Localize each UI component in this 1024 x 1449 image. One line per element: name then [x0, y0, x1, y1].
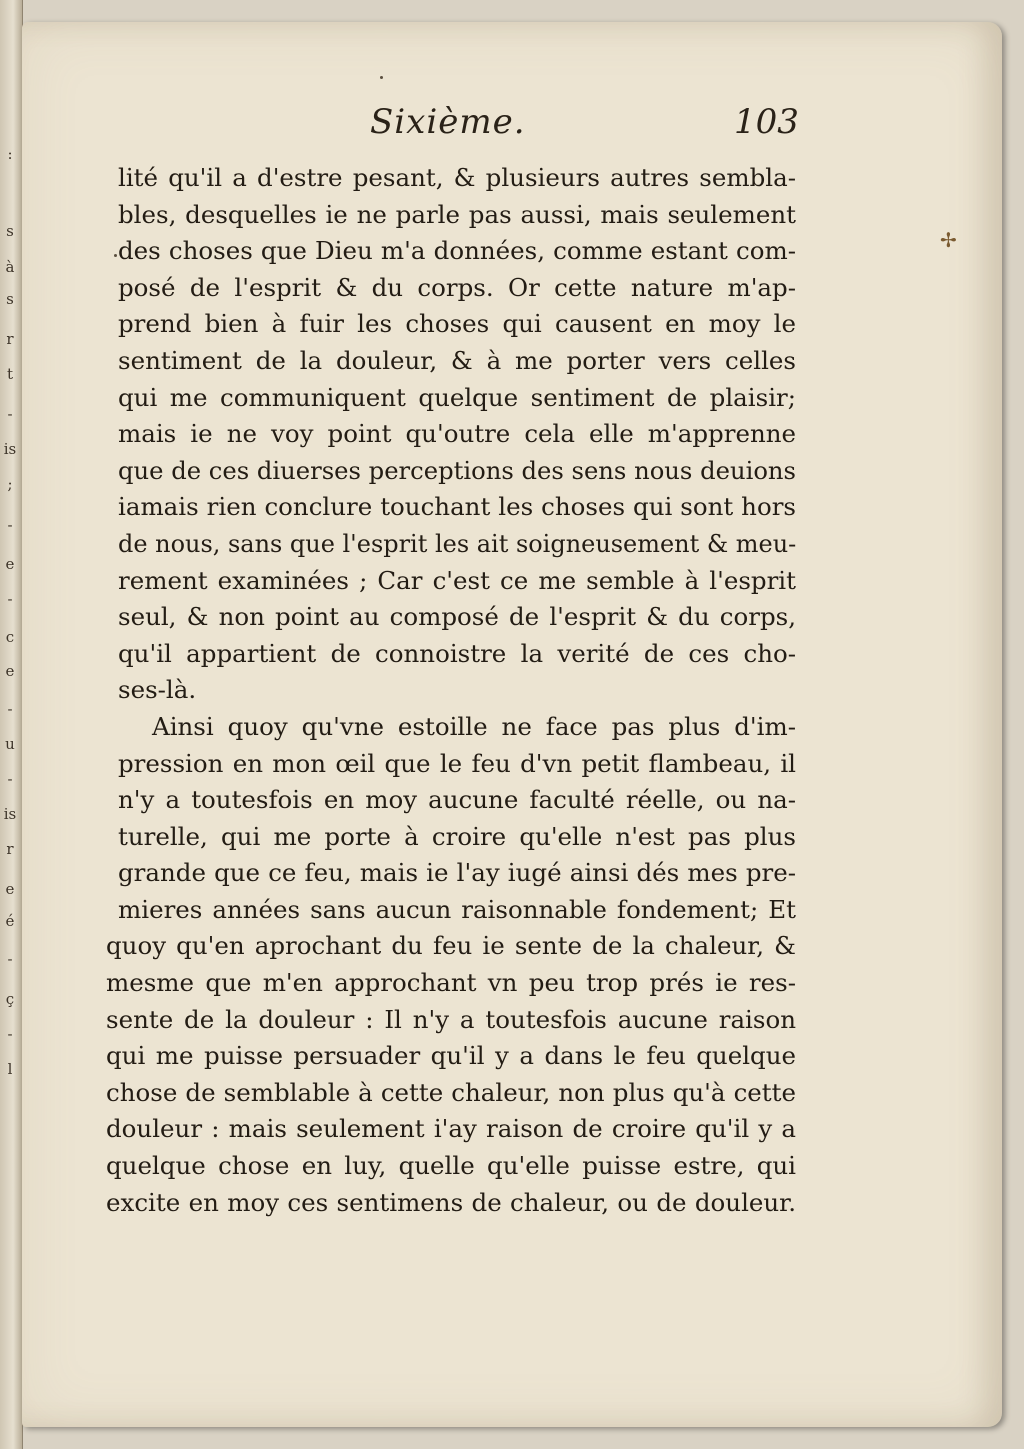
previous-page-fragment: ; [7, 475, 13, 493]
ink-blot-mark: ✢ [940, 228, 957, 252]
previous-page-edge [0, 0, 23, 1449]
text-line: n'y a toutesfois en moy aucune faculté réelle, ou na- [118, 785, 796, 815]
body-text [106, 160, 797, 1221]
text-line: grande que ce feu, mais ie l'ay iugé ainsi dés mes pre- [118, 858, 796, 888]
ink-speck [114, 254, 117, 257]
previous-page-fragment: e [5, 880, 15, 898]
previous-page-fragment: - [7, 516, 13, 534]
previous-page-fragment: - [7, 405, 13, 423]
text-line: mieres années sans aucun raisonnable fondement; Et [118, 894, 796, 924]
previous-page-fragment: - [7, 590, 13, 608]
text-line: prend bien à fuir les choses qui causent en moy le [118, 309, 796, 339]
previous-page-fragment: - [7, 770, 13, 788]
previous-page-fragment: r [6, 330, 14, 348]
text-line: rement examinées ; Car c'est ce me semble à l'esprit [118, 565, 796, 595]
previous-page-fragment: e [5, 662, 15, 680]
page-header [22, 102, 1002, 152]
previous-page-fragment: s [6, 290, 14, 308]
text-line: quelque chose en luy, quelle qu'elle puisse estre, qui [106, 1151, 796, 1181]
previous-page-fragment: is [3, 440, 17, 458]
text-line: des choses que Dieu m'a données, comme estant com- [118, 236, 796, 266]
text-line: ses-là. [118, 675, 197, 705]
text-line: mesme que m'en approchant vn peu trop prés ie res- [106, 968, 796, 998]
text-line: qui me communiquent quelque sentiment de plaisir; [118, 382, 796, 412]
text-line: bles, desquelles ie ne parle pas aussi, mais seulement [118, 199, 796, 229]
running-title: Sixième. [370, 102, 526, 142]
previous-page-fragment: c [5, 628, 15, 646]
text-line: excite en moy ces sentimens de chaleur, ou de douleur. [106, 1187, 796, 1217]
text-line: mais ie ne voy point qu'outre cela elle m'apprenne [118, 419, 796, 449]
text-line: chose de semblable à cette chaleur, non plus qu'à cette [106, 1077, 796, 1107]
text-line: sentiment de la douleur, & à me porter vers celles [118, 345, 796, 375]
previous-page-fragment: - [7, 1025, 13, 1043]
text-line: lité qu'il a d'estre pesant, & plusieurs autres sembla- [118, 163, 796, 192]
page-number: 103 [734, 102, 799, 142]
text-line: qui me puisse persuader qu'il y a dans le feu quelque [106, 1041, 796, 1071]
text-line: Ainsi quoy qu'vne estoille ne face pas plus d'im- [152, 711, 796, 741]
previous-page-fragment: is [3, 805, 17, 823]
paragraph [106, 709, 796, 1221]
text-line: quoy qu'en aprochant du feu ie sente de la chaleur, & [106, 931, 796, 961]
previous-page-fragment: s [6, 222, 14, 240]
text-line: posé de l'esprit & du corps. Or cette nature m'ap- [118, 272, 796, 302]
previous-page-fragment: e [5, 555, 15, 573]
previous-page-fragment: - [7, 950, 13, 968]
text-line: seul, & non point au composé de l'esprit & du corps, [118, 602, 796, 632]
text-line: pression en mon œil que le feu d'vn petit flambeau, il [118, 748, 796, 778]
text-line: turelle, qui me porte à croire qu'elle n'est pas plus [118, 821, 796, 851]
text-line: que de ces diuerses perceptions des sens nous deuions [118, 455, 796, 485]
book-page [22, 22, 1002, 1427]
ink-speck [380, 76, 383, 79]
previous-page-fragment: - [7, 700, 13, 718]
text-line: de nous, sans que l'esprit les ait soigneusement & meu- [118, 529, 797, 558]
previous-page-fragment: t [6, 365, 14, 383]
previous-page-fragment: r [6, 840, 14, 858]
previous-page-fragment: : [7, 145, 13, 163]
previous-page-fragment: à [5, 258, 15, 276]
previous-page-fragment: u [5, 735, 15, 753]
text-line: douleur : mais seulement i'ay raison de croire qu'il y a [106, 1114, 796, 1144]
previous-page-fragment: l [7, 1060, 13, 1078]
text-line: iamais rien conclure touchant les choses qui sont hors [118, 492, 796, 522]
text-line: qu'il appartient de connoistre la verité de ces cho- [118, 638, 796, 668]
text-line: sente de la douleur : Il n'y a toutesfois aucune raison [106, 1004, 796, 1034]
previous-page-fragment: é [5, 912, 15, 930]
paragraph [118, 160, 796, 709]
previous-page-fragment: ç [5, 990, 15, 1008]
